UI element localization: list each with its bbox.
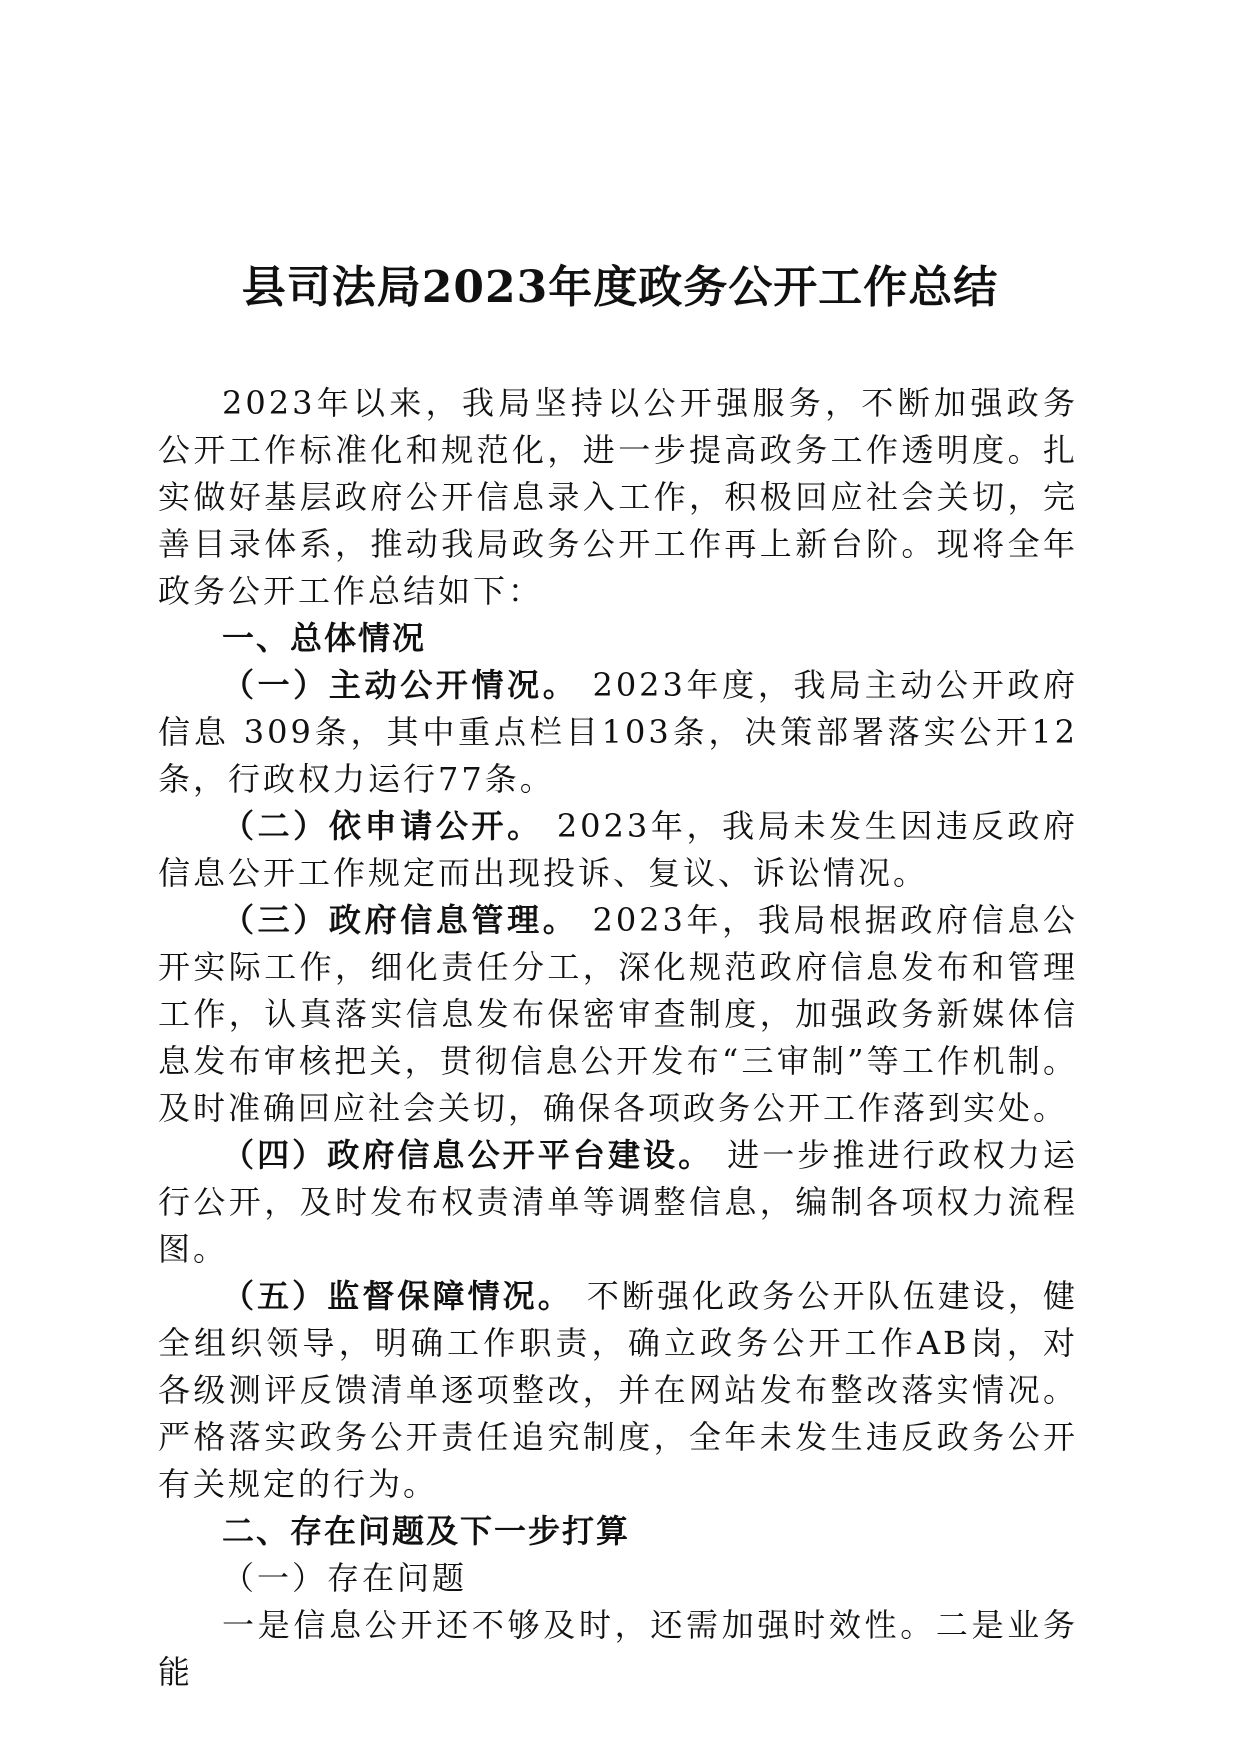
item-text: 2023年，我局根据政府信息公开实际工作，细化责任分工，深化规范政府信息发布和管理工作，认真落实信息发布保密审查制度，加强政务新媒体信息发布审核把关，贯彻信息公开发布“三审制”等工作机制。及时准确回应社会关切，确保各项政务公开工作落到实处。 [158,901,1078,1127]
item-text: 2023年度，我局主动公开政府信息 309条，其中重点栏目103条，决策部署落实公开12条，行政权力运行77条。 [158,666,1078,798]
section-heading-overview: 一、总体情况 [222,619,427,657]
item-application-disclosure [158,803,1078,897]
problems-paragraph: 一是信息公开还不够及时，还需加强时效性。二是业务能 [158,1606,1078,1691]
item-lead: （二）依申请公开。 [222,807,543,845]
item-text: 进一步推进行政权力运行公开，及时发布权责清单等调整信息，编制各项权力流程图。 [158,1136,1078,1268]
item-text: 2023年，我局未发生因违反政府信息公开工作规定而出现投诉、复议、诉讼情况。 [158,807,1078,892]
item-text: 不断强化政务公开队伍建设，健全组织领导，明确工作职责，确立政务公开工作AB岗，对各级测评反馈清单逐项整改，并在网站发布整改落实情况。严格落实政务公开责任追究制度，全年未发生违反政务公开有关规定的行为。 [158,1277,1078,1503]
item-platform-construction [158,1132,1078,1273]
item-supervision [158,1273,1078,1508]
item-proactive-disclosure [158,662,1078,803]
intro-paragraph: 2023年以来，我局坚持以公开强服务，不断加强政务公开工作标准化和规范化，进一步提高政务工作透明度。扎实做好基层政府公开信息录入工作，积极回应社会关切，完善目录体系，推动我局政务公开工作再上新台阶。现将全年政务公开工作总结如下： [158,384,1078,610]
document-title: 县司法局2023年度政务公开工作总结 [241,262,999,313]
item-information-management [158,897,1078,1132]
item-lead: （五）监督保障情况。 [222,1277,573,1315]
item-lead: （一）主动公开情况。 [222,666,579,704]
sub-heading-problems: （一）存在问题 [222,1559,468,1597]
item-lead: （三）政府信息管理。 [222,901,579,939]
document-body [158,380,1078,1696]
item-lead: （四）政府信息公开平台建设。 [222,1136,714,1174]
section-heading-problems: 二、存在问题及下一步打算 [222,1512,631,1550]
